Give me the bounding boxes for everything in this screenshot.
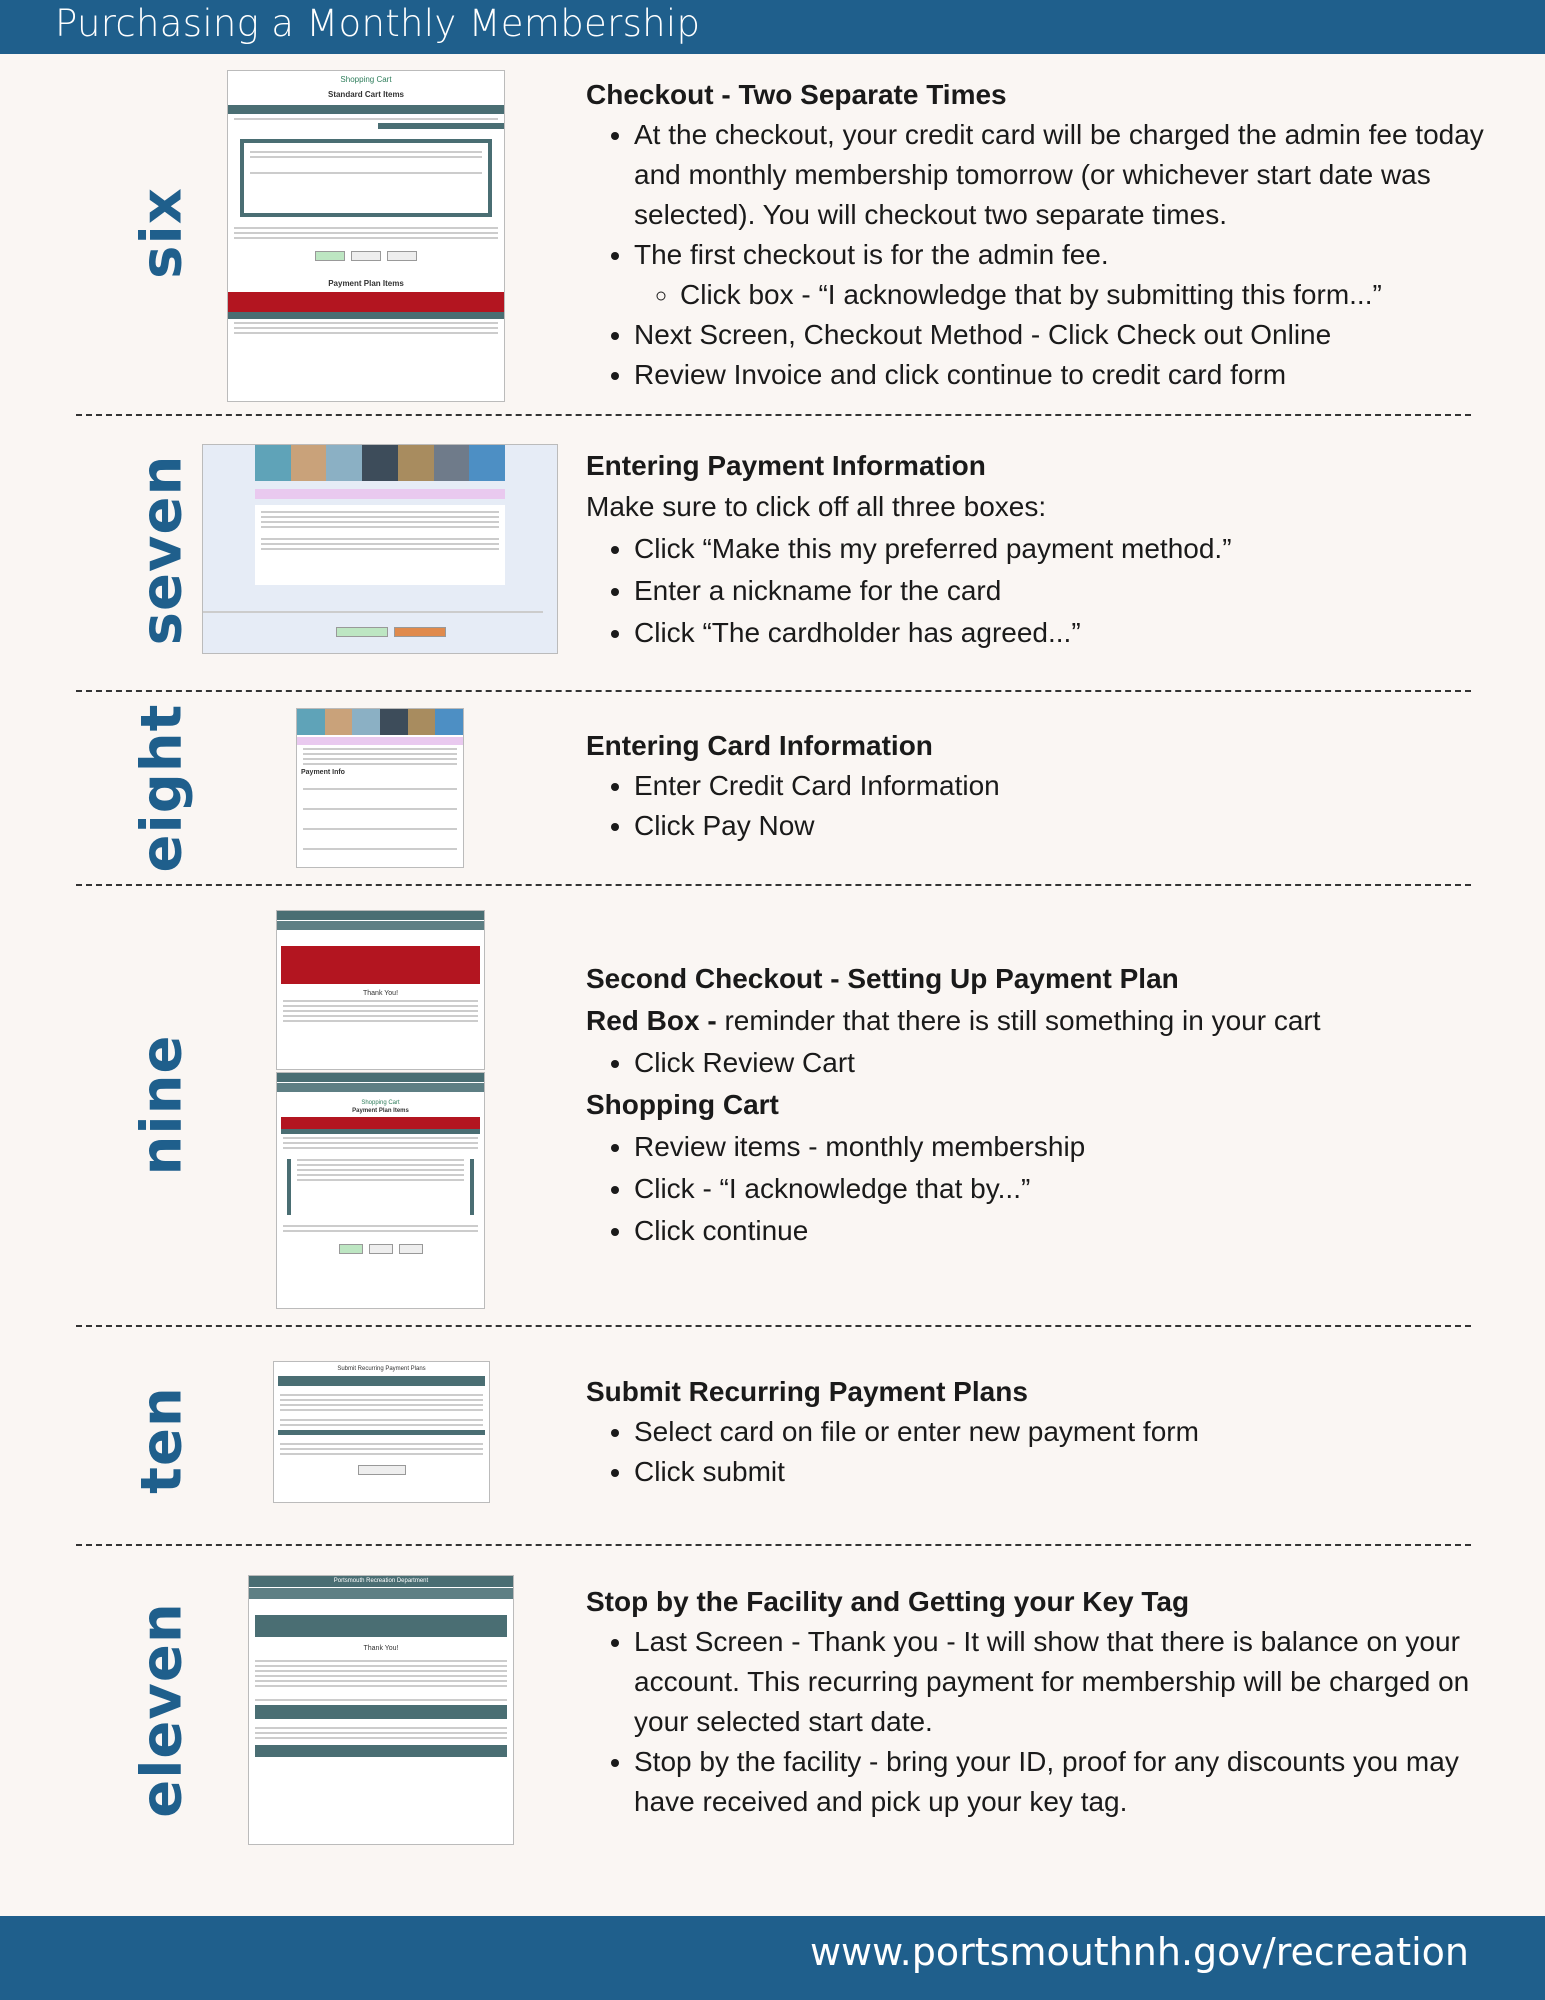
list-item: • The first checkout is for the admin fee. ◦ Click box - “I acknowledge that by submitting this form...” bbox=[634, 235, 1486, 315]
shot-payment-info: Payment Info bbox=[301, 769, 345, 776]
section-divider bbox=[76, 884, 1471, 886]
step-eight-text bbox=[586, 726, 1486, 846]
page-title: Purchasing a Monthly Membership bbox=[55, 2, 701, 45]
shot-table-header bbox=[228, 105, 504, 114]
shot-thank-you: Thank You! bbox=[363, 1645, 399, 1652]
step-six-label: six bbox=[129, 186, 195, 279]
step-eleven-label: eleven bbox=[129, 1602, 195, 1818]
list-item: • Review Invoice and click continue to credit card form bbox=[634, 355, 1486, 395]
list-item: • Click “Make this my preferred payment method.” bbox=[634, 528, 1486, 570]
step-seven-screenshot bbox=[202, 444, 558, 654]
list-item: • Click “The cardholder has agreed...” bbox=[634, 612, 1486, 654]
shot-release-box bbox=[240, 139, 492, 217]
list-item: • Click Pay Now bbox=[634, 806, 1486, 846]
shot-thank-you: Thank You! bbox=[362, 990, 399, 997]
list-item: • Enter Credit Card Information bbox=[634, 766, 1486, 806]
step-seven-label: seven bbox=[129, 454, 195, 646]
step-seven-text bbox=[586, 446, 1486, 654]
step-seven-intro: Make sure to click off all three boxes: bbox=[586, 491, 1047, 522]
step-ten-list bbox=[586, 1412, 1486, 1492]
shot-title: Submit Recurring Payment Plans bbox=[337, 1366, 426, 1372]
step-six-screenshot bbox=[227, 70, 505, 402]
step-six-text bbox=[586, 75, 1486, 395]
step-eight-label: eight bbox=[129, 703, 195, 872]
step-eight-list bbox=[586, 766, 1486, 846]
list-item: • Select card on file or enter new payment form bbox=[634, 1412, 1486, 1452]
shot-dept: Portsmouth Recreation Department bbox=[249, 1576, 513, 1587]
shot-plan-title: Payment Plan Items bbox=[328, 279, 404, 288]
step-nine-screenshot-top bbox=[276, 910, 485, 1070]
list-item: • Click continue bbox=[634, 1210, 1486, 1252]
step-ten-label: ten bbox=[129, 1386, 195, 1494]
section-divider bbox=[76, 690, 1471, 692]
step-eleven-heading: Stop by the Facility and Getting your Key Tag bbox=[586, 1586, 1190, 1617]
shot-cart-title: Shopping Cart bbox=[361, 1100, 400, 1106]
step-eight-heading: Entering Card Information bbox=[586, 730, 933, 761]
step-nine-list-a bbox=[586, 1042, 1486, 1084]
step-ten-text bbox=[586, 1372, 1486, 1492]
step-eleven-screenshot bbox=[248, 1575, 514, 1845]
list-item: • Stop by the facility - bring your ID, proof for any discounts you may have received and pick up your key tag. bbox=[634, 1742, 1486, 1822]
step-eight-screenshot bbox=[296, 708, 464, 868]
step-ten-screenshot bbox=[273, 1361, 490, 1503]
shot-plan-title: Payment Plan Items bbox=[352, 1108, 409, 1114]
step-nine-label: nine bbox=[129, 1034, 195, 1176]
step-nine-screenshot-bottom bbox=[276, 1072, 485, 1309]
shot-subtitle: Standard Cart Items bbox=[327, 90, 405, 99]
section-divider bbox=[76, 414, 1471, 416]
list-item: • Enter a nickname for the card bbox=[634, 570, 1486, 612]
shot-title: Shopping Cart bbox=[340, 75, 392, 84]
list-item: • Next Screen, Checkout Method - Click Check out Online bbox=[634, 315, 1486, 355]
step-nine-subheading: Shopping Cart bbox=[586, 1089, 779, 1120]
shot-red-banner bbox=[228, 292, 504, 312]
red-box-label: Red Box - bbox=[586, 1005, 725, 1036]
step-nine-heading: Second Checkout - Setting Up Payment Plan bbox=[586, 963, 1179, 994]
shot-photo-strip bbox=[255, 445, 505, 481]
step-seven-list bbox=[586, 528, 1486, 654]
step-eleven-list bbox=[586, 1622, 1486, 1822]
shot-photo-strip bbox=[297, 709, 463, 735]
page-header bbox=[0, 0, 1545, 54]
section-divider bbox=[76, 1325, 1471, 1327]
step-six-list bbox=[586, 115, 1486, 395]
step-nine-red-box bbox=[586, 1000, 1486, 1042]
footer-url[interactable]: www.portsmouthnh.gov/recreation bbox=[809, 1930, 1469, 1974]
step-nine-text bbox=[586, 958, 1486, 1252]
list-item: • At the checkout, your credit card will be charged the admin fee today and monthly membership tomorrow (or whichever start date was selected). You will checkout two separate times. bbox=[634, 115, 1486, 235]
list-item: • Click Review Cart bbox=[634, 1042, 1486, 1084]
list-sub-item: ◦ Click box - “I acknowledge that by submitting this form...” bbox=[680, 275, 1486, 315]
step-six-heading: Checkout - Two Separate Times bbox=[586, 79, 1007, 110]
red-box-text: reminder that there is still something in your cart bbox=[724, 1005, 1321, 1036]
step-seven-heading: Entering Payment Information bbox=[586, 450, 986, 481]
step-eleven-text bbox=[586, 1582, 1486, 1822]
step-ten-heading: Submit Recurring Payment Plans bbox=[586, 1376, 1028, 1407]
list-item: • Click - “I acknowledge that by...” bbox=[634, 1168, 1486, 1210]
step-nine-list-b bbox=[586, 1126, 1486, 1252]
section-divider bbox=[76, 1544, 1471, 1546]
page-footer bbox=[0, 1916, 1545, 2000]
list-item: • Last Screen - Thank you - It will show that there is balance on your account. This recurring payment for membership will be charged on your selected start date. bbox=[634, 1622, 1486, 1742]
list-item: • Review items - monthly membership bbox=[634, 1126, 1486, 1168]
list-item: • Click submit bbox=[634, 1452, 1486, 1492]
shot-red-box bbox=[281, 946, 480, 984]
